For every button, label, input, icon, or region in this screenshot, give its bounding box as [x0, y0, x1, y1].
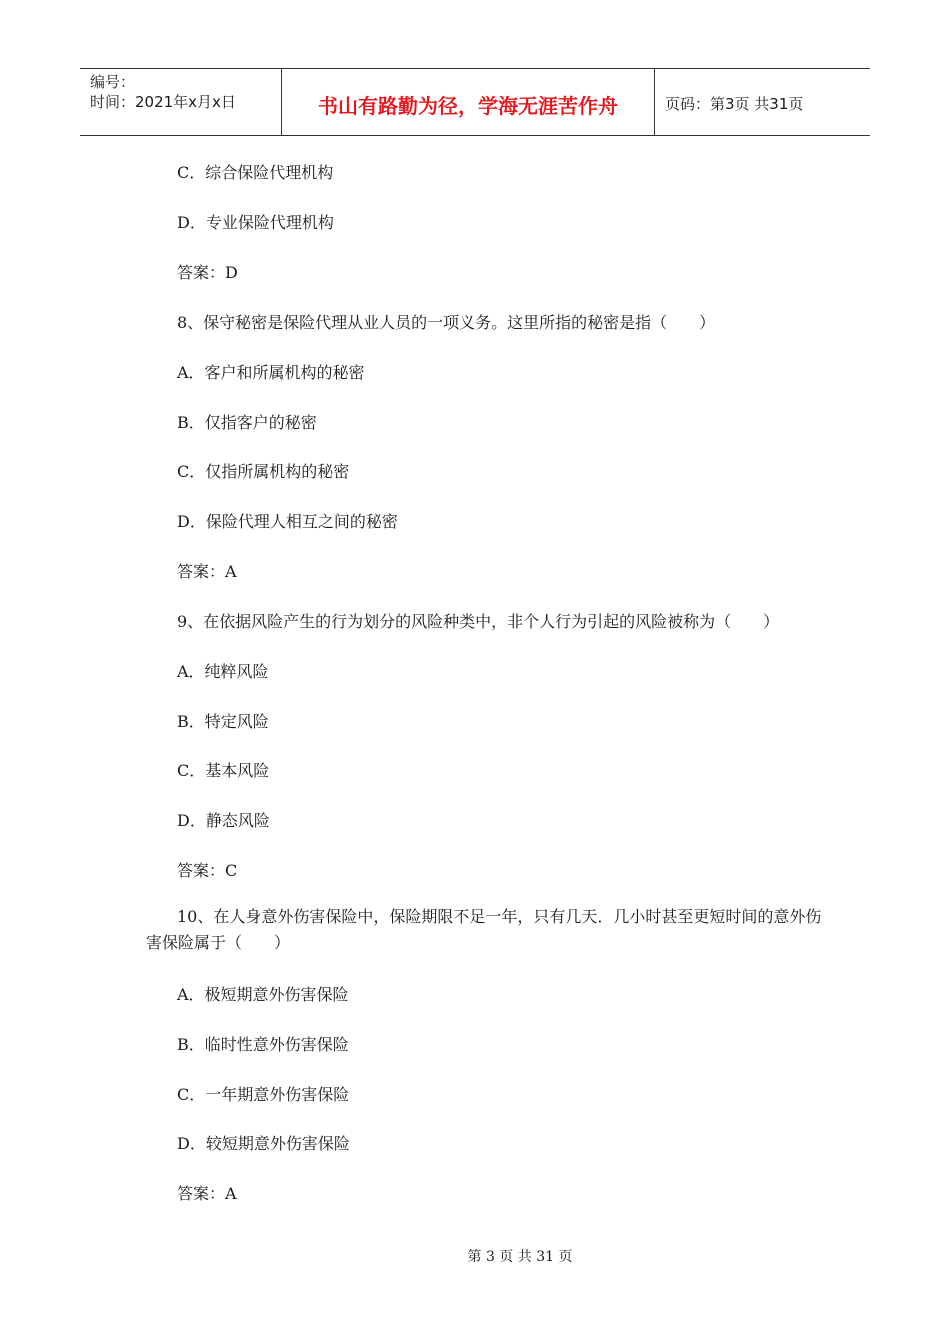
option-c-q9: C．基本风险	[177, 761, 270, 780]
option-c-q10: C．一年期意外伤害保险	[177, 1085, 350, 1104]
header-page-info: 页码：第3页 共31页	[665, 94, 804, 113]
option-b-q8: B．仅指客户的秘密	[177, 413, 317, 432]
page-footer: 第 3 页 共 31 页	[467, 1249, 573, 1265]
option-b-q10: B．临时性意外伤害保险	[177, 1035, 349, 1054]
option-c-q8: C．仅指所属机构的秘密	[177, 462, 350, 481]
option-d-q9: D．静态风险	[177, 811, 270, 830]
option-a-q9: A．纯粹风险	[177, 662, 269, 681]
option-d-q8: D．保险代理人相互之间的秘密	[177, 512, 398, 531]
header-meta	[80, 69, 282, 135]
answer-q7: 答案：D	[177, 263, 238, 282]
question-9: 9、在依据风险产生的行为划分的风险种类中，非个人行为引起的风险被称为（ ）	[177, 612, 780, 631]
answer-q10: 答案：A	[177, 1184, 237, 1203]
option-a-q10: A．极短期意外伤害保险	[177, 985, 349, 1004]
option-d-q10: D．较短期意外伤害保险	[177, 1134, 350, 1153]
header-motto: 书山有路勤为径，学海无涯苦作舟	[282, 69, 655, 135]
page-header	[80, 68, 870, 136]
answer-q8: 答案：A	[177, 562, 237, 581]
option-c-q7: C．综合保险代理机构	[177, 163, 334, 182]
question-10: 10、在人身意外伤害保险中，保险期限不足一年，只有几天．几小时甚至更短时间的意外伤害保险属于（ ）	[146, 907, 822, 952]
option-d-q7: D．专业保险代理机构	[177, 213, 334, 232]
question-8: 8、保守秘密是保险代理从业人员的一项义务。这里所指的秘密是指（ ）	[177, 313, 716, 332]
answer-q9: 答案：C	[177, 861, 238, 880]
doc-number-label: 编号：	[90, 73, 136, 91]
doc-date-label: 时间：2021年x月x日	[90, 93, 236, 111]
option-a-q8: A．客户和所属机构的秘密	[177, 363, 365, 382]
option-b-q9: B．特定风险	[177, 712, 269, 731]
